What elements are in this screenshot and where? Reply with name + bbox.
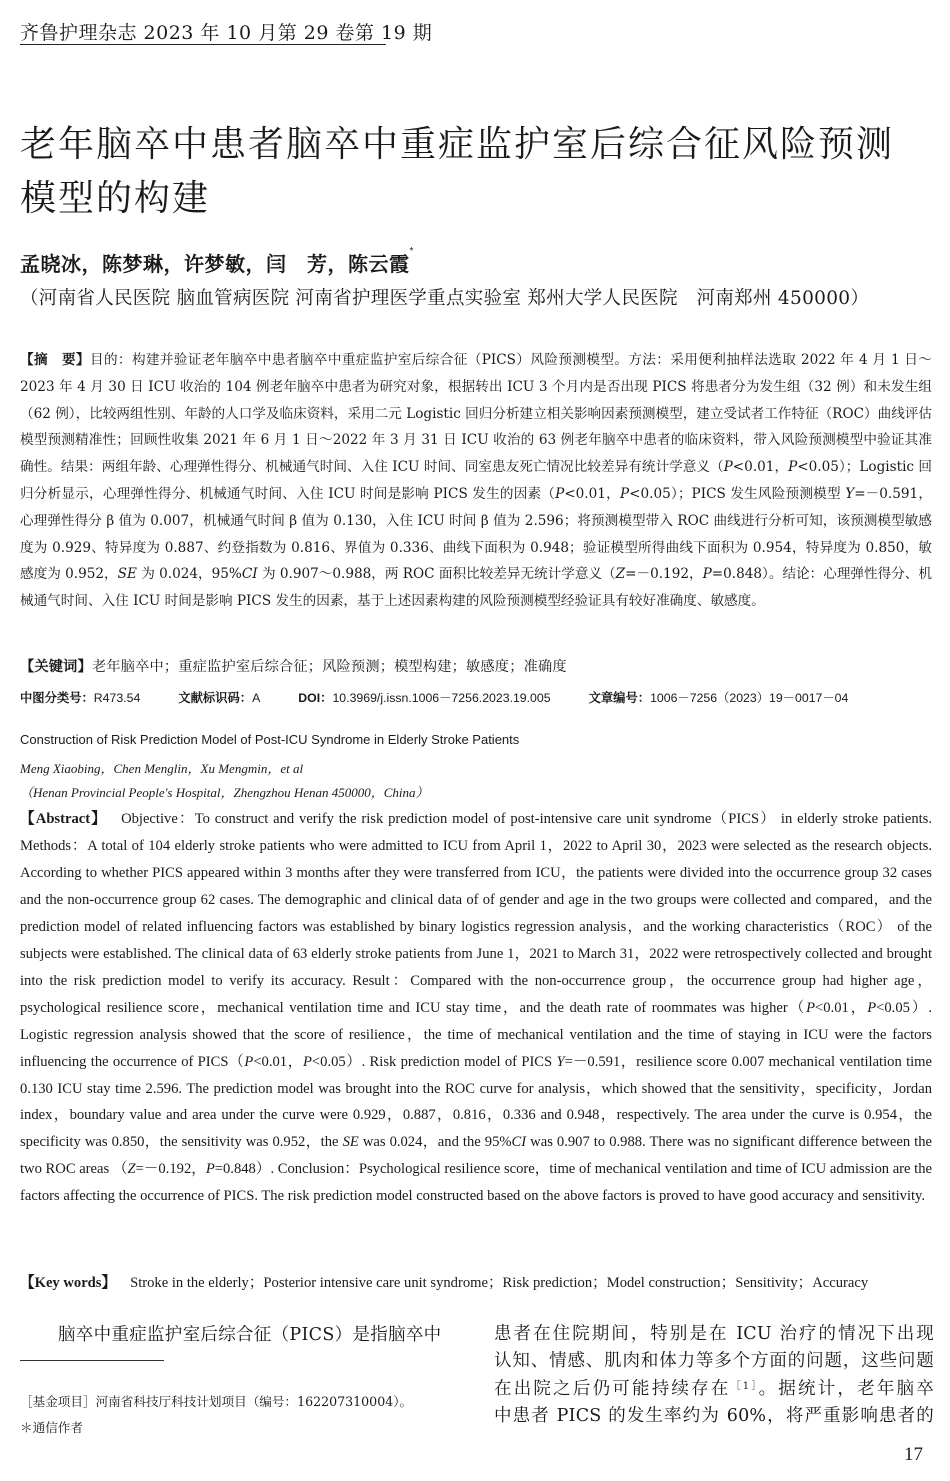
keywords-cn-label: 【关键词】: [20, 659, 92, 675]
body-line: [494, 1376, 934, 1403]
abstract-cn-text-4: <0.01，: [564, 485, 620, 502]
p-symbol: P: [702, 566, 712, 583]
running-header: 齐鲁护理杂志 2023 年 10 月第 29 卷第 19 期: [20, 22, 433, 44]
abstract-cn-text-3: <0.05）；Logistic 回归分析显示，心理弹性得分、机械通气时间、入住 ICU 时间是影响 PICS 发生的因素（: [20, 459, 932, 502]
abstract-cn-text-6: =－0.591，心理弹性得分 β 值为 0.007，机械通气时间 β 值为 0.130，入住 ICU 时间 β 值为 2.596；将预测模型带入 ROC 曲线进行分析可知，该预测模型敏感度为 0.929、特异度为 0.887、约登指数为 0.816、界值为 0.336、曲线下面积为 0.948；验证模型所得曲线下面积为 0.954，特异度为 0.850，敏感度为 0.952，: [20, 485, 932, 583]
body-line: 中患者 PICS 的发生率约为 60%，将严重影响患者的: [494, 1405, 934, 1426]
p-symbol: P: [723, 459, 733, 476]
y-symbol: Y: [845, 485, 855, 502]
p-symbol: P: [303, 1053, 312, 1070]
abstract-en-text-10: =0.848）. Conclusion：Psychological resilience score，time of mechanical ventilation and time of ICU admission are the factors affecting the occurrence of PICS. The risk prediction model constructed based on the above factors is proved to have good accuracy and sensitivity.: [20, 1161, 932, 1205]
p-symbol: P: [867, 999, 877, 1016]
p-symbol: P: [619, 485, 630, 502]
abstract-en-text-9: =－0.192，: [135, 1161, 206, 1178]
doc-code-value: A: [252, 691, 261, 705]
body-column-right: [494, 1321, 934, 1430]
abstract-english: [20, 806, 932, 1210]
body-line: 认知、情感、肌肉和体力等多个方面的问题，这些问题: [494, 1351, 934, 1372]
affiliation: （河南省人民医院 脑血管病医院 河南省护理医学重点实验室 郑州大学人民医院 河南郑州 450000）: [20, 288, 870, 309]
keywords-en-label: 【Key words】: [20, 1275, 117, 1291]
abstract-cn-text-5: <0.05）；PICS 发生风险预测模型: [629, 485, 846, 502]
p-symbol: P: [244, 1053, 254, 1070]
page-number: 17: [904, 1444, 923, 1465]
se-symbol: SE: [342, 1134, 359, 1151]
article-number-value: 1006－7256（2023）19－0017－04: [650, 691, 849, 705]
body-line: 患者在住院期间，特别是在 ICU 治疗的情况下出现: [494, 1324, 934, 1344]
classification-line: [20, 688, 932, 706]
corresponding-mark: *: [409, 246, 414, 257]
abstract-chinese: [20, 347, 932, 615]
article-number-label: 文章编号：: [588, 691, 651, 705]
abstract-cn-text-7: 为 0.024，95%: [136, 566, 242, 583]
keywords-chinese: [20, 656, 567, 676]
z-symbol: Z: [615, 566, 626, 583]
footnote-corresponding: ＊通信作者: [20, 1420, 83, 1435]
p-symbol: P: [555, 485, 565, 502]
abstract-cn-text-10: =0.848）。结论：心理弹性得分、机械通气时间、入住 ICU 时间是影响 PICS 发生的因素，基于上述因素构建的风险预测模型经验证具有较好准确度、敏感度。: [20, 566, 932, 610]
abstract-en-text-1: Objective：To construct and verify the risk prediction model of post-intensive care unit syndrome（PICS） in elderly stroke patients. Methods：A total of 104 elderly stroke patients who were admitted to ICU from April 1，2022 to April 30，2023 were selected as the research objects. According to whether PICS appeared within 3 months after they were transferred from ICU，the patients were divided into the occurrence group 32 cases and the non-occurrence group 62 cases. The demographic and clinical data of of gender and age in the two groups were collected and compared，and the prediction model of related influencing factors was established by binary logistics regression analysis，and the working characteristics（ROC） of the subjects were established. The clinical data of 63 elderly stroke patients from June 1，2021 to March 31，2022 were retrospectively collected and brought into the risk prediction model to verify its accuracy. Result：Compared with the non-occurrence group，the occurrence group had higher age，psychological resilience score，mechanical ventilation time and ICU stay time，and the death rate of roommates was higher（: [20, 811, 932, 1016]
abstract-cn-text-2: <0.01，: [732, 459, 789, 476]
keywords-english: [20, 1271, 932, 1292]
p-symbol: P: [788, 459, 798, 476]
p-symbol: P: [205, 1161, 215, 1178]
english-authors: Meng Xiaobing，Chen Menglin，Xu Mengmin，et al: [20, 761, 304, 776]
abstract-en-text-5: <0.05）. Risk prediction model of PICS: [311, 1053, 557, 1070]
body-column-left: 脑卒中重症监护室后综合征（PICS）是指脑卒中: [58, 1325, 442, 1345]
english-title: Construction of Risk Prediction Model of Post-ICU Syndrome in Elderly Stroke Patients: [20, 732, 520, 747]
abstract-en-text-4: <0.01，: [253, 1053, 303, 1070]
reference-mark: ［1］: [730, 1380, 759, 1392]
abstract-en-text-2: <0.01，: [815, 999, 868, 1016]
doi-label: DOI：: [298, 691, 333, 705]
english-affiliation: （Henan Provincial People's Hospital，Zhengzhou Henan 450000，China）: [20, 785, 429, 800]
author-names: 孟晓冰，陈梦琳，许梦敏，闫 芳，陈云霞: [20, 254, 410, 276]
ci-symbol: CI: [241, 566, 258, 583]
abstract-cn-text-9: =－0.192，: [625, 566, 703, 583]
y-symbol: Y: [556, 1053, 565, 1070]
abstract-en-text-7: was 0.024，and the 95%: [358, 1134, 512, 1151]
clc-value: R473.54: [93, 691, 141, 705]
footnote-funding: ［基金项目］河南省科技厅科技计划项目（编号：162207310004）。: [20, 1394, 413, 1409]
z-symbol: Z: [127, 1161, 136, 1178]
abstract-cn-text-1: 目的：构建并验证老年脑卒中患者脑卒中重症监护室后综合征（PICS）风险预测模型。方法：采用便利抽样法选取 2022 年 4 月 1 日～2023 年 4 月 30 日 ICU 收治的 104 例老年脑卒中患者为研究对象，根据转出 ICU 3 个月内是否出现 PICS 将患者分为发生组（32 例）和未发生组（62 例），比较两组性别、年龄的人口学及临床资料，采用二元 Logistic 回归分析建立相关影响因素预测模型，建立受试者工作特征（ROC）曲线评估模型预测精准性；回顾性收集 2021 年 6 月 1 日～2022 年 3 月 31 日 ICU 收治的 63 例老年脑卒中患者的临床资料，带入风险预测模型中验证其准确性。结果：两组年龄、心理弹性得分、机械通气时间、入住 ICU 时间、同室患友死亡情况比较差异有统计学意义（: [20, 352, 933, 476]
doc-code-label: 文献标识码：: [178, 691, 253, 705]
header-rule: [20, 44, 386, 45]
ci-symbol: CI: [511, 1134, 527, 1151]
abstract-cn-text-8: 为 0.907～0.988，两 ROC 面积比较差异无统计学意义（: [257, 566, 616, 583]
footnote-rule: [20, 1360, 164, 1361]
abstract-en-text-8: was 0.907 to 0.988. There was no significant difference between the two ROC areas （: [20, 1134, 932, 1178]
abstract-en-label: 【Abstract】: [20, 811, 108, 827]
abstract-cn-label: 【摘 要】: [20, 352, 90, 367]
se-symbol: SE: [117, 566, 137, 583]
keywords-cn-text: 老年脑卒中；重症监护室后综合征；风险预测；模型构建；敏感度；准确度: [91, 659, 567, 675]
abstract-en-text-3: <0.05）. Logistic regression analysis showed that the score of resilience，the time of mechanical ventilation and the time of staying in ICU were the factors influencing the occurrence of PICS（: [20, 999, 932, 1070]
article-title: 老年脑卒中患者脑卒中重症监护室后综合征风险预测模型的构建: [20, 124, 895, 219]
clc-label: 中图分类号：: [20, 691, 94, 705]
p-symbol: P: [806, 999, 816, 1016]
author-list: [20, 248, 414, 277]
body-line-part: 在出院之后仍可能持续存在: [494, 1378, 731, 1399]
abstract-en-text-6: =－0.591，resilience score 0.007 mechanical ventilation time 0.130 ICU stay time 2.596. The prediction model was brought into the ROC curve for analysis，which showed that the sensitivity，specificity，Jordan index，boundary value and area under the curve were 0.929，0.887，0.816，0.336 and 0.948，respectively. The area under the curve is 0.954，the specificity was 0.850，the sensitivity was 0.952，the: [20, 1053, 933, 1151]
body-line-part: 。据统计，老年脑卒: [758, 1378, 934, 1399]
doi-value: 10.3969/j.issn.1006－7256.2023.19.005: [332, 691, 551, 705]
keywords-en-text: Stroke in the elderly；Posterior intensive care unit syndrome；Risk prediction；Model construction；Sensitivity；Accuracy: [130, 1275, 869, 1291]
